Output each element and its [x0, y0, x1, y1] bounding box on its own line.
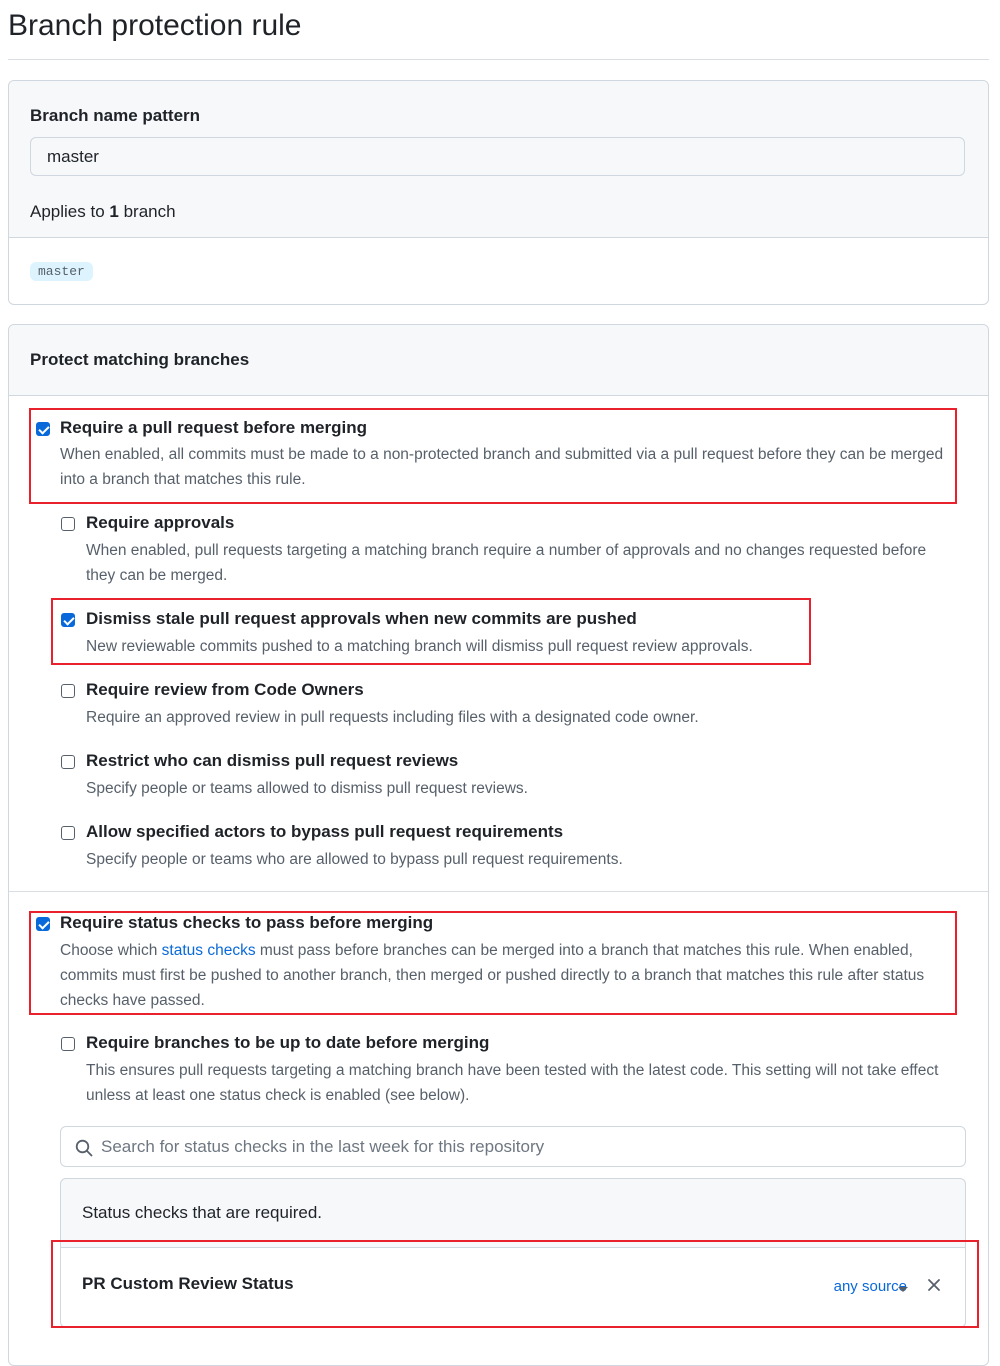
require-up-to-date-checkbox[interactable]	[61, 1037, 75, 1051]
matched-branch-tag: master	[30, 262, 93, 281]
option-description	[60, 938, 960, 1013]
required-checks-heading: Status checks that are required.	[82, 1203, 323, 1222]
applies-suffix: branch	[118, 202, 176, 221]
desc-text: must pass before branches can be merged into a branch that matches this rule. When enabled, commits must first be pushed to another branch, then merged or pushed directly to a branch that matches this rule after status checks have passed.	[60, 942, 925, 1009]
required-check-name: PR Custom Review Status	[82, 1274, 294, 1293]
option-title: Require branches to be up to date before merging	[86, 1033, 490, 1052]
require-status-checks-checkbox[interactable]	[36, 917, 50, 931]
protect-branches-panel	[8, 324, 989, 1366]
protect-branches-heading: Protect matching branches	[30, 350, 250, 369]
option-description: This ensures pull requests targeting a matching branch have been tested with the latest code. This setting will not take effect unless at least one status check is enabled (see below).	[86, 1062, 939, 1104]
option-description: When enabled, all commits must be made to a non-protected branch and submitted via a pull request before they can be merged into a branch that matches this rule.	[60, 446, 944, 488]
option-title: Dismiss stale pull request approvals when new commits are pushed	[86, 609, 637, 628]
option-title: Require status checks to pass before merging	[60, 913, 434, 932]
option-description: New reviewable commits pushed to a matching branch will dismiss pull request review approvals.	[86, 638, 753, 655]
option-title: Require review from Code Owners	[86, 680, 364, 699]
require-pull-request-checkbox[interactable]	[36, 422, 50, 436]
branch-pattern-label: Branch name pattern	[30, 106, 201, 125]
status-check-search[interactable]	[60, 1126, 966, 1167]
protect-branches-header	[9, 325, 988, 396]
restrict-dismiss-checkbox[interactable]	[61, 755, 75, 769]
allow-bypass-checkbox[interactable]	[61, 826, 75, 840]
search-placeholder: Search for status checks in the last week for this repository	[101, 1137, 545, 1156]
required-check-row	[61, 1247, 965, 1327]
status-checks-link[interactable]: status checks	[161, 942, 256, 959]
close-icon[interactable]	[927, 1278, 941, 1292]
required-checks-panel	[60, 1178, 966, 1328]
require-code-owners-checkbox[interactable]	[61, 684, 75, 698]
option-title: Require a pull request before merging	[60, 418, 368, 437]
applies-count: 1	[109, 202, 119, 221]
page-title: Branch protection rule	[8, 9, 302, 42]
option-description: Specify people or teams allowed to dismiss pull request reviews.	[86, 780, 528, 797]
option-title: Require approvals	[86, 513, 235, 532]
dismiss-stale-approvals-checkbox[interactable]	[61, 613, 75, 627]
require-approvals-checkbox[interactable]	[61, 517, 75, 531]
option-title: Allow specified actors to bypass pull request requirements	[86, 822, 564, 841]
applies-to-text	[30, 202, 176, 222]
search-icon	[75, 1139, 93, 1157]
title-divider	[8, 59, 989, 60]
option-title: Restrict who can dismiss pull request reviews	[86, 751, 459, 770]
branch-pattern-header	[9, 81, 988, 238]
desc-text: Choose which	[60, 942, 162, 959]
caret-down-icon[interactable]	[898, 1287, 908, 1292]
applies-prefix: Applies to	[30, 202, 110, 221]
section-divider	[9, 891, 988, 892]
option-description: Require an approved review in pull requests including files with a designated code owner.	[86, 709, 699, 726]
option-description: Specify people or teams who are allowed to bypass pull request requirements.	[86, 851, 623, 868]
option-description: When enabled, pull requests targeting a matching branch require a number of approvals and no changes requested before they can be merged.	[86, 542, 927, 584]
source-dropdown[interactable]: any source	[833, 1278, 907, 1295]
branch-pattern-input[interactable]	[30, 137, 965, 176]
branch-pattern-panel	[8, 80, 989, 305]
